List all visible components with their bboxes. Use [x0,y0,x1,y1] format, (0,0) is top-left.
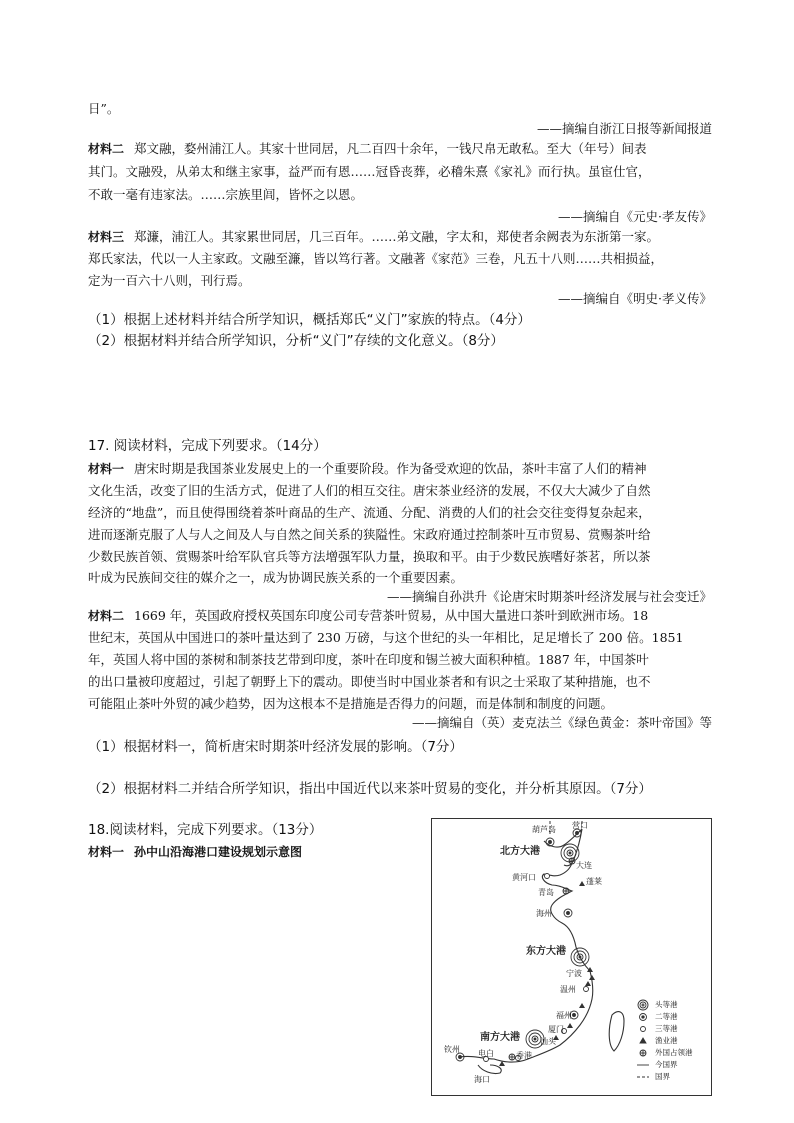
material-label: 材料三 [88,230,125,244]
second-class-port-haizhou [564,909,572,917]
q17-material-1-line-3: 经济的“地盘”，而且使得围绕着茶叶商品的生产、流通、分配、消费的人们的社会交往变得复杂起来， [88,505,651,520]
q16-material-2-line-2: 其门。文融殁，从弟太和继主家事，益严而有恩……冠昏丧葬，必稽朱熹《家礼》而行执。虽宦仕官， [88,164,651,179]
taiwan-island [609,1012,624,1051]
q17-title: 17. 阅读材料，完成下列要求。（14分） [88,438,327,454]
map-label-shantou: 汕头 [540,1037,556,1046]
material-text: 郑文融，婺州浦江人。其家十世同居，凡二百四十余年，一钱尺帛无敢私。至大（年号）间表 [134,141,647,156]
q16-source-3: ——摘编自《明史·孝义传》 [558,291,712,306]
q16-prev-line-end: 日”。 [88,101,120,116]
q16-material-3-line-3: 定为一百六十八则，刊行焉。 [88,273,251,288]
material-text: 郑濂，浦江人。其家累世同居，几三百年。……弟文融，字太和，郑使者余阙表为东浙第一家。 [134,229,660,244]
map-label-dianbai: 电白 [478,1049,494,1058]
legend-third-class [633,1023,709,1035]
port-plan-map [431,818,712,1096]
q17-material-2-line-5: 可能阻止茶叶外贸的减少趋势，因为这根本不是措施是否得力的问题，而是体制和制度的问题。 [88,696,614,711]
map-label-xianggang: 香港 [516,1051,532,1060]
material-text: 唐宋时期是我国茶业发展史上的一个重要阶段。作为备受欢迎的饮品，茶叶丰富了人们的精神 [134,461,647,476]
q17-material-1-line-6: 叶成为民族间交往的媒介之一，成为协调民族关系的一个重要因素。 [88,570,464,585]
q17-material-2-line-2: 世纪末，英国从中国进口的茶叶量达到了 230 万磅，与这个世纪的头一年相比，足足增长了 200 倍。1851 [88,630,684,645]
legend-label: 三等港 [655,1024,678,1033]
q17-material-1-line-4: 进而逐渐克服了人与人之间及人与自然之间关系的狭隘性。宋政府通过控制茶叶互市贸易、赏赐茶叶给 [88,527,651,542]
q16-material-2-line-1 [88,140,714,158]
q16-source-2: ——摘编自《元史·孝友传》 [558,209,712,224]
q17-material-2-line-3: 年，英国人将中国的茶树和制茶技艺带到印度，茶叶在印度和锡兰被大面积种植。1887 年，中国茶叶 [88,652,649,667]
map-label-fuzhou: 福州 [556,1011,572,1020]
legend-label: 今国界 [655,1060,678,1069]
map-label-east-port: 东方大港 [526,946,566,957]
material-text: 孙中山沿海港口建设规划示意图 [134,845,303,859]
material-label: 材料一 [88,845,125,859]
map-label-haizhou: 海州 [536,909,552,918]
legend-label: 二等港 [655,1012,678,1021]
map-label-south-port: 南方大港 [480,1032,520,1043]
legend-second-class [633,1011,709,1023]
map-label-huludao: 葫芦岛 [532,825,556,834]
q17-material-2-line-4: 的出口量被印度超过，引起了朝野上下的震动。即使当时中国业茶者和有识之士采取了某种措施，也不 [88,674,651,689]
legend-border [633,1071,709,1083]
map-label-qinzhou: 钦州 [444,1045,460,1054]
map-legend [633,999,709,1083]
q16-material-3-line-1 [88,228,714,246]
q17-source-1: ——摘编自孙洪升《论唐宋时期茶叶经济发展与社会变迁》 [386,589,712,604]
q17-material-2-line-1 [88,607,714,625]
map-label-yingkou: 营口 [572,821,588,830]
material-label: 材料二 [88,142,125,156]
legend-fishing [633,1035,709,1047]
q17-material-1-line-5: 少数民族首领、赏赐茶叶给军队官兵等方法增强军队力量，换取和平。由于少数民族嗜好茶茗，所以茶 [88,549,651,564]
map-label-penglai: 蓬莱 [586,877,602,886]
q16-question-1: （1）根据上述材料并结合所学知识，概括郑氏“义门”家族的特点。（4分） [88,312,531,328]
map-label-north-port: 北方大港 [500,846,540,857]
q18-material-1 [88,843,408,861]
material-label: 材料一 [88,462,125,476]
map-label-qingdao: 青岛 [538,888,554,897]
map-label-wenzhou: 温州 [560,985,576,994]
legend-label: 头等港 [655,1000,678,1009]
map-label-dalian: 大连 [576,861,592,870]
legend-label: 国界 [655,1072,670,1081]
q17-material-1-line-2: 文化生活，改变了旧的生活方式，促进了人们的相互交往。唐宋茶业经济的发展，不仅大大减少了自然 [88,483,651,498]
legend-foreign [633,1047,709,1059]
q17-question-2: （2）根据材料二并结合所学知识，指出中国近代以来茶叶贸易的变化，并分析其原因。（7分） [88,781,652,797]
material-label: 材料二 [88,609,125,623]
legend-first-class [633,999,709,1011]
q17-source-2: ——摘编自（英）麦克法兰《绿色黄金：茶叶帝国》等 [411,715,712,730]
map-label-xiamen: 厦门 [548,1025,564,1034]
q16-source-1: ——摘编自浙江日报等新闻报道 [536,121,712,136]
q17-question-1: （1）根据材料一，简析唐宋时期茶叶经济发展的影响。（7分） [88,739,463,755]
q16-material-3-line-2: 郑氏家法，代以一人主家政。文融至濂，皆以笃行著。文融著《家范》三卷，凡五十八则……共相损益， [88,251,664,266]
map-label-haikou: 海口 [474,1075,490,1084]
q18-title: 18.阅读材料，完成下列要求。（13分） [88,822,323,838]
q16-material-2-line-3: 不敢一毫有违家法。……宗族里闾，皆怀之以恩。 [88,187,364,202]
first-class-port-east [571,948,589,966]
legend-label: 渔业港 [655,1036,678,1045]
q16-question-2: （2）根据材料并结合所学知识，分析“义门”存续的文化意义。（8分） [88,333,504,349]
legend-label: 外国占领港 [655,1048,693,1057]
map-label-huangheko: 黄河口 [512,873,536,882]
map-label-ningbo: 宁波 [566,969,582,978]
legend-current-border [633,1059,709,1071]
q17-material-1-line-1 [88,460,714,478]
second-class-port-yingkou [573,829,581,837]
material-text: 1669 年，英国政府授权英国东印度公司专营茶叶贸易，从中国大量进口茶叶到欧洲市场。18 [134,608,649,623]
